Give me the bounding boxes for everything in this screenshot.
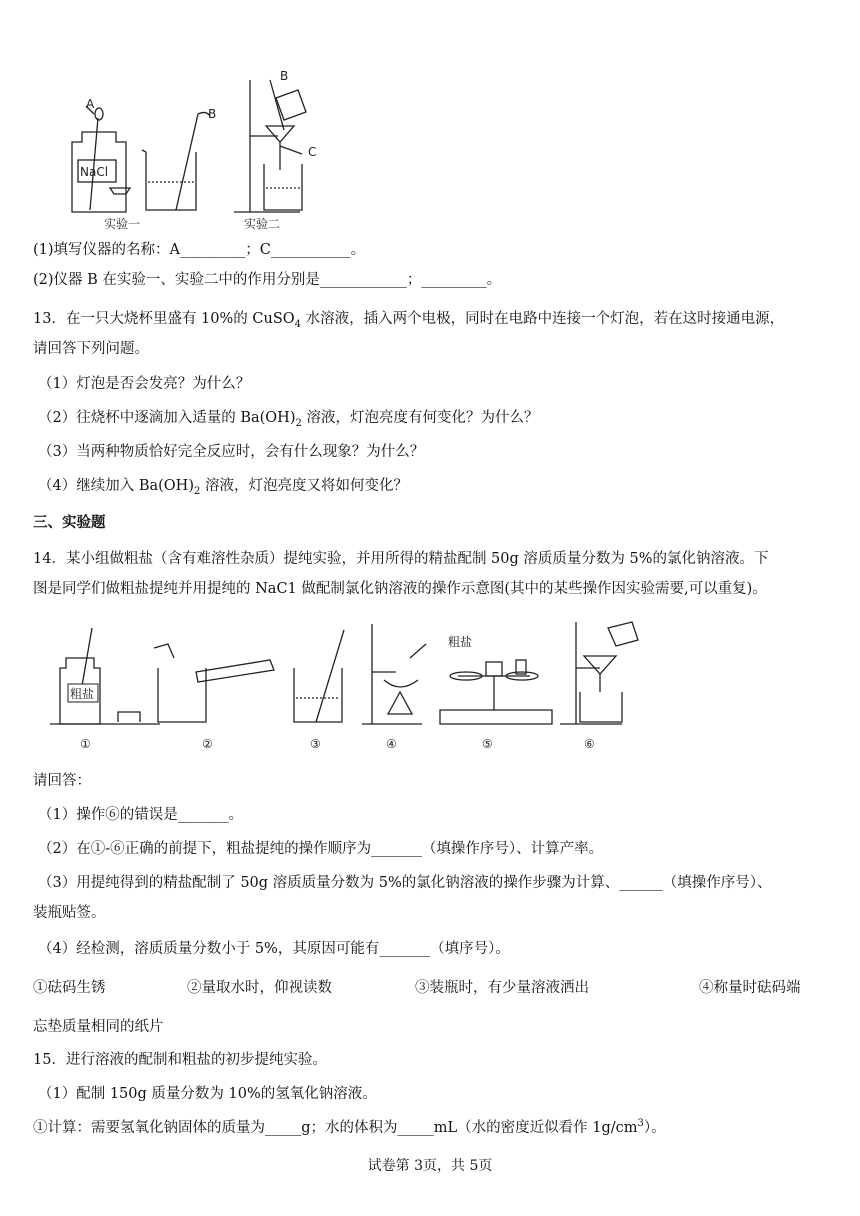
q13-q1: （1）灯泡是否会发亮？为什么？: [38, 376, 251, 392]
q14-intro-line2: 图是同学们做粗盐提纯并用提纯的 NaC1 做配制氯化钠溶液的操作示意图(其中的某些操作因实验需要,可以重复)。: [33, 581, 767, 597]
q13-intro: 13．在一只大烧杯里盛有 10%的 CuSO$_4$ 水溶液，插入两个电极，同时在电路中连接一个灯泡，若在这时接通电源，: [33, 311, 785, 330]
label-b-2: B: [280, 69, 289, 83]
q14-q4: （4）经检测，溶质质量分数小于 5%，其原因可能有_______（填序号）。: [38, 941, 510, 957]
caption-exp1: 实验一: [104, 217, 141, 231]
step-2: ②: [202, 737, 213, 751]
q12-line1: (1)填写仪器的名称：A_________；C___________。: [33, 242, 366, 258]
label-nacl: NaCl: [80, 165, 109, 179]
step-3: ③: [310, 737, 321, 751]
fig2-salt-label-1: 粗盐: [70, 687, 95, 701]
q13-q2: （2）往烧杯中逐滴加入适量的 $Ba(OH)_2$ 溶液，灯泡亮度有何变化？为什么？: [38, 410, 539, 429]
label-c: C: [308, 145, 317, 159]
label-a: A: [86, 97, 95, 111]
q13-q3: （3）当两种物质恰好完全反应时，会有什么现象？为什么？: [38, 444, 425, 460]
step-4: ④: [386, 737, 397, 751]
q15-calc: ①计算：需要氢氧化钠固体的质量为_____g；水的体积为_____mL（水的密度近似看作 $1g/cm^3$）。: [33, 1118, 666, 1136]
option-4-cont: 忘垫质量相同的纸片: [33, 1019, 164, 1035]
q14-q2: （2）在①-⑥正确的前提下，粗盐提纯的操作顺序为_______（填操作序号）、计算产率。: [38, 841, 604, 857]
q14-intro-line1: 14．某小组做粗盐（含有难溶性杂质）提纯实验，并用所得的精盐配制 50g 溶质质量分数为 5%的氯化钠溶液。下: [33, 551, 769, 567]
option-1: ①砝码生锈: [33, 980, 106, 996]
caption-exp2: 实验二: [244, 217, 281, 231]
option-4: ④称量时砝码端: [699, 980, 801, 996]
q12-line2: (2)仪器 B 在实验一、实验二中的作用分别是____________；_________。: [33, 272, 502, 288]
q14-q3-line1: （3）用提纯得到的精盐配制了 50g 溶质质量分数为 5%的氯化钠溶液的操作步骤为计算、______（填操作序号）、: [38, 875, 772, 891]
q15-intro: 15．进行溶液的配制和粗盐的初步提纯实验。: [33, 1052, 327, 1068]
q13-intro-line2: 请回答下列问题。: [33, 341, 149, 357]
fig2-salt-label-2: 粗盐: [448, 635, 473, 649]
figure-operations: [48, 618, 660, 758]
option-3: ③装瓶时，有少量溶液洒出: [415, 980, 589, 996]
section-experiment-title: 三、实验题: [33, 515, 106, 531]
q15-q1: （1）配制 150g 质量分数为 10%的氢氧化钠溶液。: [38, 1086, 377, 1102]
q13-q4: （4）继续加入 $Ba(OH)_2$ 溶液，灯泡亮度又将如何变化？: [38, 478, 408, 497]
label-b-1: B: [208, 107, 217, 121]
q14-q1: （1）操作⑥的错误是_______。: [38, 807, 243, 823]
figure-experiment-1-2: [58, 60, 320, 232]
step-1: ①: [80, 737, 91, 751]
page-footer: 试卷第 3页，共 5页: [367, 1158, 493, 1174]
q14-answer-prompt: 请回答：: [33, 773, 91, 789]
step-6: ⑥: [584, 737, 595, 751]
q14-q3-line2: 装瓶贴签。: [33, 905, 106, 921]
option-2: ②量取水时，仰视读数: [187, 980, 332, 996]
step-5: ⑤: [482, 737, 493, 751]
